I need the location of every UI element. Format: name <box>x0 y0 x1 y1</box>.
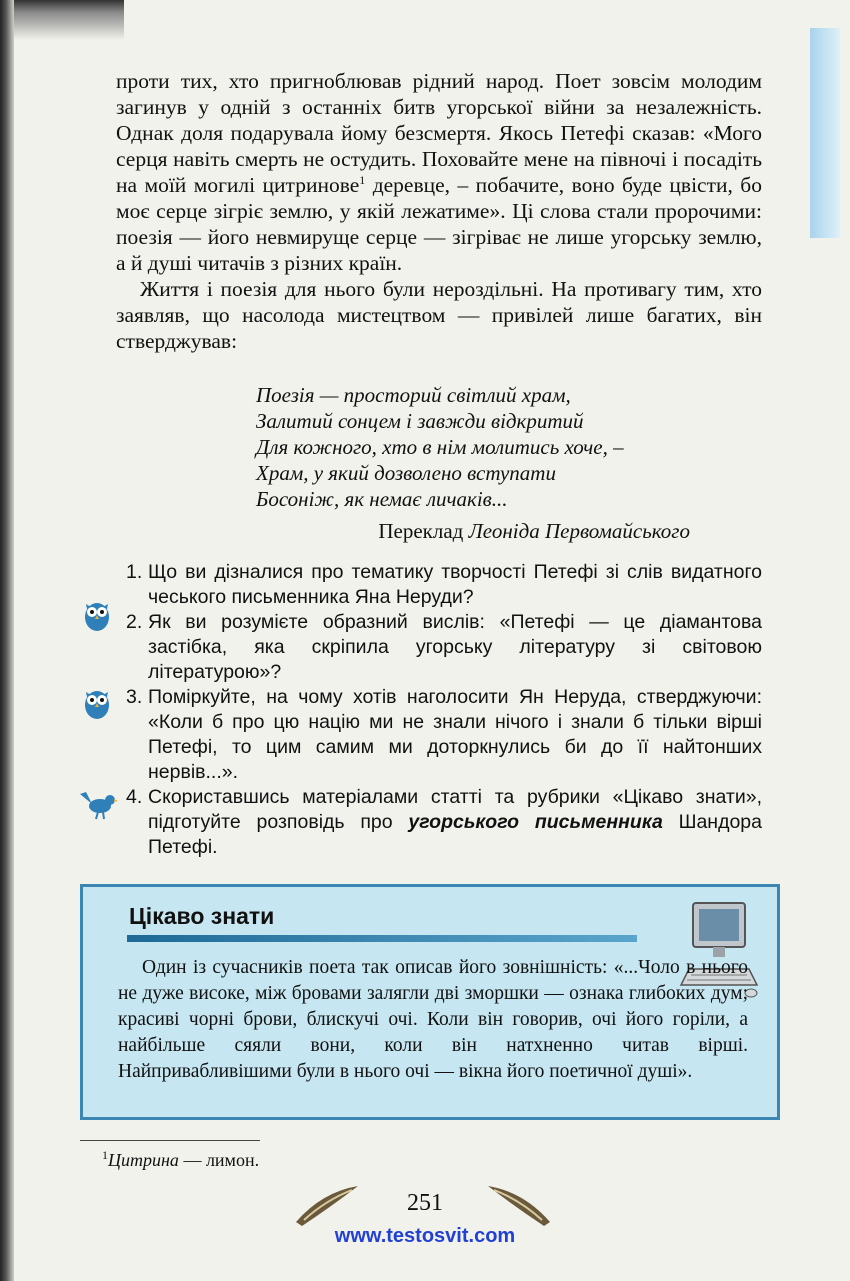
poem-line: Поезія — просторий світлий храм, <box>256 383 571 407</box>
info-box-text: Один із сучасників поета так описав його зовнішність: «...Чоло в нього не дуже високе, між бровами залягли дві зморшки — ознака глибоких дум; красиві чорні брови, блискучі очі. Коли він говорив, очі його горіли, а найбільше сяяли вони, коли він натхненно читав вірші. Найпривабливішими були в нього очі — вікна його поетичної душі». <box>118 957 748 1082</box>
translator-name: Леоніда Первомайського <box>468 519 690 543</box>
page-number: 251 <box>407 1190 443 1216</box>
website-link[interactable]: www.testosvit.com <box>334 1225 516 1247</box>
page-shadow <box>14 0 124 40</box>
footnote-ref: 1 <box>359 172 366 187</box>
info-box-underline <box>127 935 637 942</box>
page-binding-edge <box>0 0 14 1281</box>
poem-line: Для кожного, хто в нім молитись хоче, – <box>256 435 624 459</box>
page-color-tab <box>810 28 840 238</box>
footnote-divider <box>80 1140 260 1141</box>
question-item: 3. Поміркуйте, на чому хотів наголосити Ян Неруда, стверджуючи: «Коли б про цю націю ми не знали нічого і знали б тільки вірші Петефі, то цим самим ми доторкнулись би до її найтонших нервів...». <box>126 686 762 783</box>
paragraph-2: Життя і поезія для нього були нероздільні. На противагу тим, хто заявляв, що насолода мистецтвом — привілей лише багатих, він стверджував: <box>116 277 762 353</box>
question-item: 2. Як ви розумієте образний вислів: «Петефі — це діамантова застібка, яка скріпила угорську літературу зі світовою літературою»? <box>126 611 762 683</box>
bird-icon <box>78 790 118 820</box>
questions-list <box>126 560 762 860</box>
article-text <box>116 68 762 354</box>
poem <box>256 382 624 512</box>
poem-line: Залитий сонцем і завжди відкритий <box>256 409 584 433</box>
info-box <box>80 884 780 1120</box>
question-item: 1. Що ви дізналися про тематику творчості Петефі зі слів видатного чеського письменника Яна Неруди? <box>126 561 762 608</box>
poem-line: Храм, у який дозволено вступати <box>256 461 556 485</box>
poem-line: Босоніж, як немає личаків... <box>256 487 508 511</box>
footnote: $^1$Цитрина — лимон. <box>102 1148 260 1170</box>
translation-credit: Переклад Леоніда Первомайського <box>378 519 690 543</box>
owl-icon <box>82 598 112 632</box>
question-item: 4. Скориставшись матеріалами статті та рубрики «Цікаво знати», підготуйте розповідь про угорського письменника Шандора Петефі. <box>126 786 762 858</box>
info-box-title: Цікаво знати <box>129 903 275 929</box>
paragraph-1: проти тих, хто пригноблював рідний народ. Поет зовсім молодим загинув у одній з останніх битв угорської війни за незалежність. Однак доля подарувала йому безсмертя. Якось Петефі сказав: «Мого серця навіть смерть не остудить. Поховайте мене на півночі і посадіть на моїй могилі цитринове$^1$ деревце, – побачите, воно буде цвісти, бо моє серце зігріє землю, у якій лежатиме». Ці слова стали пророчими: поезія — його невмируще серце — зігріває не лише угорську землю, а й душі читачів з різних країн. <box>116 69 762 275</box>
owl-icon <box>82 686 112 720</box>
